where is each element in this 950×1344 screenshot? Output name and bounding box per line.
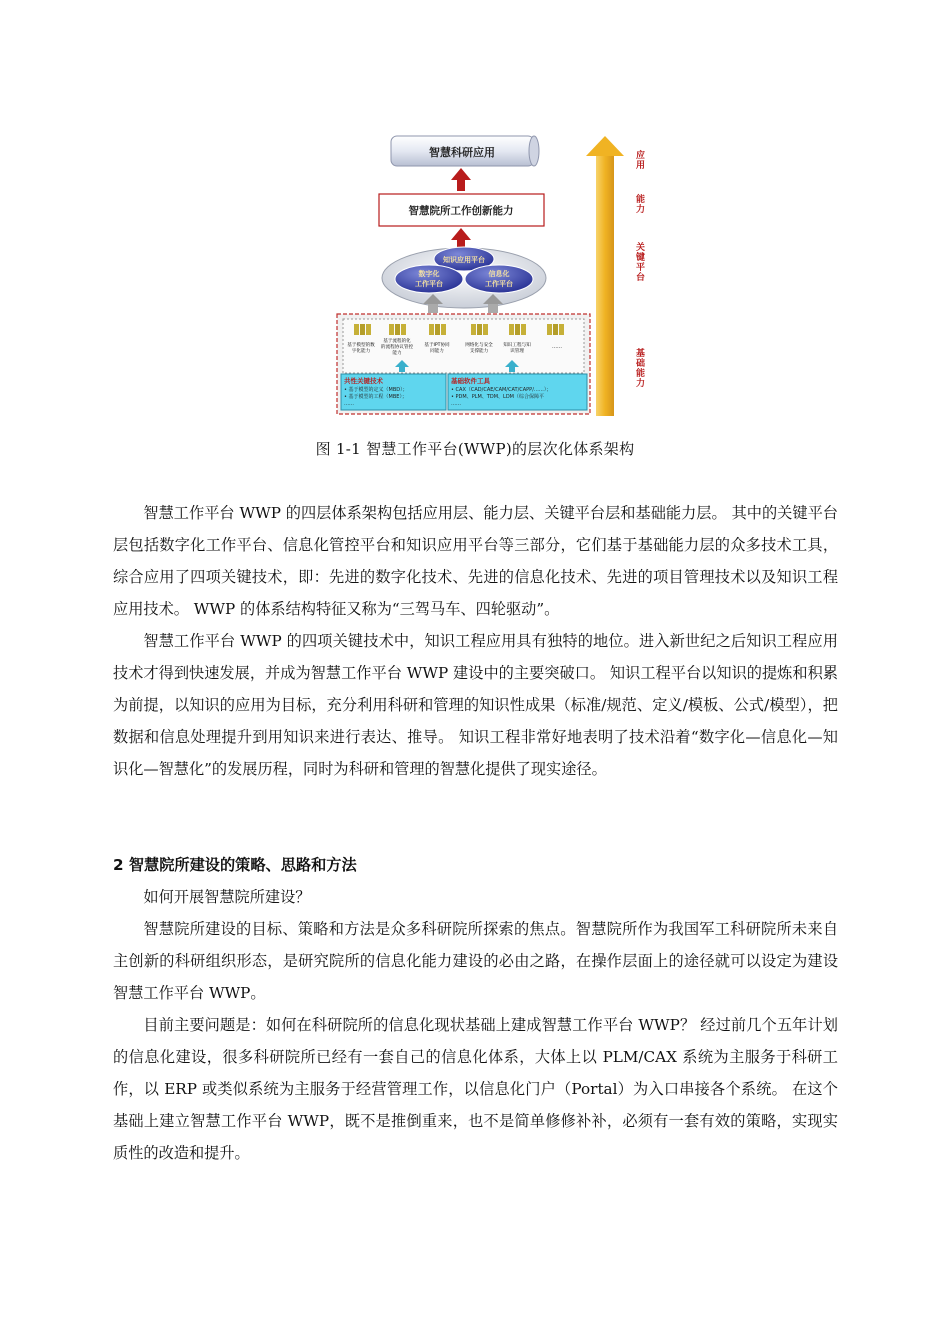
digital-platform-label-1: 数字化 [418,270,440,278]
svg-text:• PDM、PLM、TDM、LDM（综合保障平: • PDM、PLM、TDM、LDM（综合保障平 [451,394,545,400]
paragraph: 智慧院所建设的目标、策略和方法是众多科研院所探索的焦点。智慧院所作为我国军工科研院所未来自主创新的科研组织形态，是研究院所的信息化能力建设的必由之路，在操作层面上的途径就可以设定为建设智慧工作平台 WWP。 [113,920,838,1002]
digital-platform-label-2: 工作平台 [415,280,443,288]
base-software-panel [448,374,587,410]
svg-text:能力: 能力 [392,351,402,356]
paragraph: 智慧工作平台 WWP 的四层体系架构包括应用层、能力层、关键平台层和基础能力层。 其中的关键平台层包括数字化工作平台、信息化管控平台和知识应用平台等三部分，它们基于基础能力层的众多技术工具，综合应用了四项关键技术，即：先进的数字化技术、先进的信息化技术、先进的项目管理技术以及知识工程应用技术。 WWP 的体系结构特征又称为“三驾马车、四轮驱动”。 [113,504,838,618]
svg-text:……: …… [552,344,562,350]
arrow-up-icon [451,228,471,247]
paragraph: 智慧工作平台 WWP 的四项关键技术中，知识工程应用具有独特的地位。进入新世纪之后知识工程应用技术才得到快速发展，并成为智慧工作平台 WWP 建设中的主要突破口。 知识工程平台以知识的提炼和积累为前提，以知识的应用为目标，充分利用科研和管理的知识性成果（标准/规范、定义/模板、公式/模型），把数据和信息处理提升到用知识来进行表达、推导。 知识工程非常好地表明了技术沿着“数字化—信息化—知识化—智慧化”的发展历程，同时为科研和管理的智慧化提供了现实途径。 [113,632,838,778]
smart-research-application-box [391,136,539,166]
svg-text:同能力: 同能力 [430,349,444,354]
architecture-figure [331,128,656,418]
svg-text:支撑能力: 支撑能力 [469,349,489,354]
svg-text:字化能力: 字化能力 [351,349,371,354]
side-labels [634,149,645,388]
mid-box-label: 智慧院所工作创新能力 [408,205,514,217]
side-label-key-platform: 关键平台 [634,242,644,282]
figure-caption: 图 1-1 智慧工作平台(WWP)的层次化体系架构 [315,440,635,458]
paragraph: 目前主要问题是：如何在科研院所的信息化现状基础上建成智慧工作平台 WWP？ 经过前几个五年计划的信息化建设，很多科研院所已经有一套自己的信息化体系，大体上以 PLM/CAX 系统为主服务于科研工作，以 ERP 或类似系统为主服务于经营管理工作，以信息化门户（Portal）为入口串接各个系统。 在这个基础上建立智慧工作平台 WWP，既不是推倒重来，也不是简单修修补补，必须有一套有效的策略，实现实质性的改造和提升。 [113,1016,838,1162]
svg-text:• 基于模型的工程（MBE）；: • 基于模型的工程（MBE）； [344,394,407,400]
common-tech-panel [341,374,446,410]
svg-text:共性关键技术: 共性关键技术 [344,377,383,385]
section-heading: 2 智慧院所建设的策略、思路和方法 [113,856,357,874]
svg-text:• CAX（CAD/CAE/CAM/CAT/CAPP/……）: • CAX（CAD/CAE/CAM/CAT/CAPP/……）； [451,387,552,393]
svg-text:网络化与安全: 网络化与安全 [465,343,493,348]
svg-text:……: …… [451,401,461,407]
svg-text:……: …… [344,401,354,407]
svg-text:基础软件工具: 基础软件工具 [451,377,490,385]
arrow-up-icon [451,168,471,191]
svg-text:知识工程与知: 知识工程与知 [503,343,531,348]
info-platform-label-2: 工作平台 [485,280,513,288]
body-section-1 [113,497,838,785]
top-box-label: 智慧科研应用 [429,146,495,159]
svg-text:识管理: 识管理 [510,349,524,354]
body-section-2 [113,881,838,1169]
info-platform-label-1: 信息化 [488,270,510,278]
svg-text:基于IPT协同: 基于IPT协同 [424,343,450,348]
big-up-arrow-icon [586,136,624,416]
svg-text:• 基于模型的定义（MBD）；: • 基于模型的定义（MBD）； [344,387,408,393]
key-platform-ellipse [382,247,546,308]
svg-text:基于流程的化: 基于流程的化 [383,339,411,344]
side-label-base-capability: 基础能力 [634,348,644,388]
svg-text:基于模型的数: 基于模型的数 [347,343,375,348]
side-label-application: 应用 [634,150,644,170]
innovation-capability-box [379,194,544,226]
side-label-capability: 能力 [634,194,644,214]
svg-text:的流程协议管控: 的流程协议管控 [380,345,414,350]
knowledge-platform-label: 知识应用平台 [443,256,485,264]
paragraph: 如何开展智慧院所建设？ [143,888,311,906]
